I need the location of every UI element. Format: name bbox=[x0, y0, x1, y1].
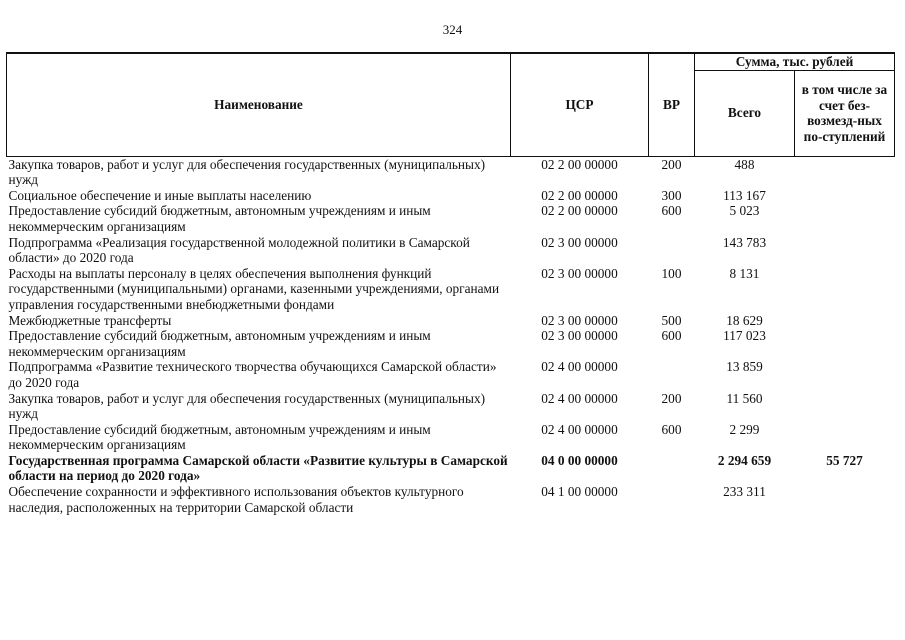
row-name: Социальное обеспечение и иные выплаты населению bbox=[8, 187, 312, 203]
table-row bbox=[7, 156, 895, 188]
row-vr: 200 bbox=[661, 156, 682, 172]
row-csr: 02 2 00 00000 bbox=[541, 156, 618, 172]
row-total: 5 023 bbox=[729, 203, 760, 219]
row-vr: 300 bbox=[661, 187, 682, 203]
row-total: 13 859 bbox=[726, 359, 763, 375]
row-total: 18 629 bbox=[726, 312, 763, 328]
row-free bbox=[795, 266, 895, 313]
table-row bbox=[7, 203, 895, 234]
row-total: 2 294 659 bbox=[717, 452, 772, 468]
row-csr: 02 4 00 00000 bbox=[541, 359, 618, 375]
table-header bbox=[7, 53, 895, 156]
row-free bbox=[795, 359, 895, 390]
row-name: Предоставление субсидий бюджетным, автономным учреждениям и иным некоммерческим организациям bbox=[8, 203, 431, 234]
row-free bbox=[795, 484, 895, 515]
header-incl-free: в том числе за счет без-возмезд-ных по-ступлений bbox=[795, 70, 895, 156]
row-free: 55 727 bbox=[826, 452, 863, 468]
row-csr: 04 0 00 00000 bbox=[541, 452, 618, 468]
row-free bbox=[795, 188, 895, 204]
table-row bbox=[7, 453, 895, 484]
row-vr bbox=[649, 453, 695, 484]
row-total: 488 bbox=[734, 156, 755, 172]
header-name: Наименование bbox=[7, 53, 511, 156]
row-name: Предоставление субсидий бюджетным, автономным учреждениям и иным некоммерческим организациям bbox=[8, 328, 431, 359]
row-vr: 500 bbox=[661, 312, 682, 328]
table-row bbox=[7, 391, 895, 422]
table-row bbox=[7, 313, 895, 329]
header-total: Всего bbox=[695, 70, 795, 156]
table-row bbox=[7, 359, 895, 390]
row-free bbox=[795, 328, 895, 359]
row-vr: 600 bbox=[661, 328, 682, 344]
row-name: Закупка товаров, работ и услуг для обеспечения государственных (муниципальных) нужд bbox=[8, 156, 486, 188]
row-csr: 02 3 00 00000 bbox=[541, 328, 618, 344]
row-csr: 02 3 00 00000 bbox=[541, 234, 618, 250]
row-free bbox=[795, 235, 895, 266]
row-total: 233 311 bbox=[723, 484, 766, 500]
row-free bbox=[795, 422, 895, 453]
table-row bbox=[7, 235, 895, 266]
row-csr: 02 4 00 00000 bbox=[541, 421, 618, 437]
row-name: Подпрограмма «Реализация государственной молодежной политики в Самарской области» до 2020 года bbox=[8, 234, 470, 266]
table-row bbox=[7, 328, 895, 359]
row-name: Предоставление субсидий бюджетным, автономным учреждениям и иным некоммерческим организациям bbox=[8, 421, 431, 453]
budget-table bbox=[6, 52, 895, 515]
table-body bbox=[7, 156, 895, 515]
row-total: 2 299 bbox=[729, 421, 760, 437]
row-vr bbox=[649, 235, 695, 266]
header-vr: ВР bbox=[649, 53, 695, 156]
row-free bbox=[795, 203, 895, 234]
header-csr: ЦСР bbox=[511, 53, 649, 156]
row-name: Закупка товаров, работ и услуг для обеспечения государственных (муниципальных) нужд bbox=[8, 390, 486, 422]
table-row bbox=[7, 266, 895, 313]
row-total: 117 023 bbox=[723, 328, 766, 344]
row-free bbox=[795, 156, 895, 188]
row-csr: 02 3 00 00000 bbox=[541, 312, 618, 328]
row-total: 8 131 bbox=[729, 265, 760, 281]
row-vr: 100 bbox=[661, 265, 682, 281]
table-row bbox=[7, 188, 895, 204]
row-vr: 200 bbox=[661, 390, 682, 406]
row-csr: 02 4 00 00000 bbox=[541, 390, 618, 406]
row-csr: 04 1 00 00000 bbox=[541, 484, 618, 500]
row-vr: 600 bbox=[661, 203, 682, 219]
row-name: Межбюджетные трансферты bbox=[8, 312, 172, 328]
table-row bbox=[7, 422, 895, 453]
row-free bbox=[795, 313, 895, 329]
row-free bbox=[795, 391, 895, 422]
row-total: 143 783 bbox=[722, 234, 767, 250]
row-csr: 02 2 00 00000 bbox=[541, 187, 618, 203]
row-vr: 600 bbox=[661, 421, 682, 437]
row-name: Обеспечение сохранности и эффективного использования объектов культурного наследия, расположенных на территории Самарской области bbox=[8, 484, 464, 515]
row-csr: 02 3 00 00000 bbox=[541, 265, 618, 281]
row-vr bbox=[649, 484, 695, 515]
page-number: 324 bbox=[442, 22, 463, 37]
row-total: 11 560 bbox=[726, 390, 763, 406]
row-name: Государственная программа Самарской области «Развитие культуры в Самарской области на период до 2020 года» bbox=[8, 452, 508, 484]
header-sum-group: Сумма, тыс. рублей bbox=[695, 53, 895, 70]
row-csr: 02 2 00 00000 bbox=[541, 203, 618, 219]
table-row bbox=[7, 484, 895, 515]
row-name: Подпрограмма «Развитие технического творчества обучающихся Самарской области» до 2020 года bbox=[8, 359, 497, 390]
row-total: 113 167 bbox=[723, 187, 766, 203]
row-vr bbox=[649, 359, 695, 390]
row-name: Расходы на выплаты персоналу в целях обеспечения выполнения функций государственными (муниципальными) органами, казенными учреждениями, органами управления государственными внебюджетными фондами bbox=[8, 265, 500, 312]
